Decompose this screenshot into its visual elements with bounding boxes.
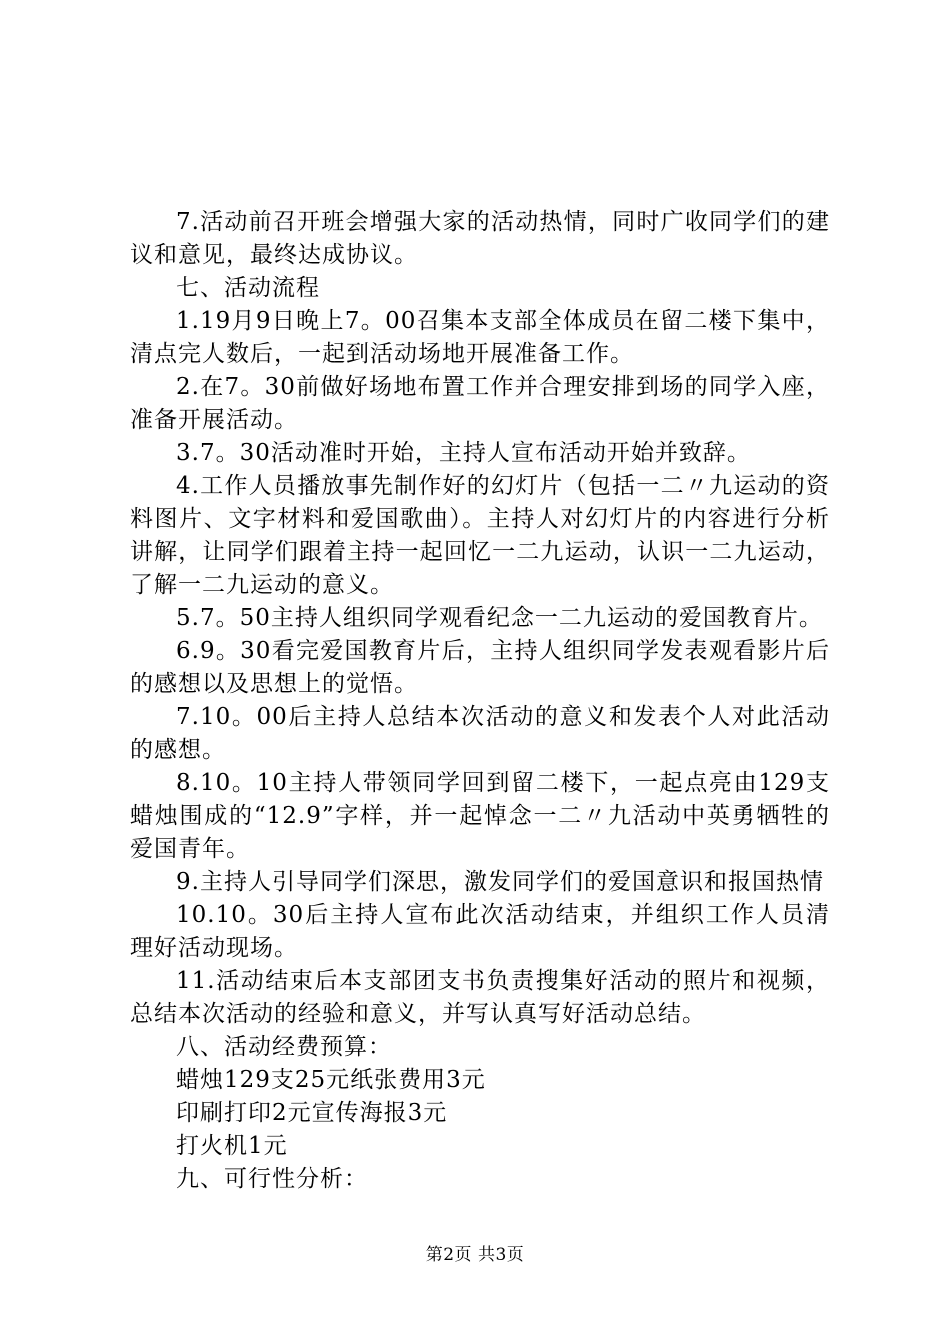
flow-step-10: 10.10。30后主持人宣布此次活动结束，并组织工作人员清理好活动现场。 bbox=[130, 902, 830, 961]
flow-step-8: 8.10。10主持人带领同学回到留二楼下，一起点亮由129支蜡烛围成的“12.9”字样，并一起悼念一二〃九活动中英勇牺牲的爱国青年。 bbox=[130, 770, 830, 862]
budget-line-candles-paper: 蜡烛129支25元纸张费用3元 bbox=[176, 1067, 486, 1093]
flow-step-2: 2.在7。30前做好场地布置工作并合理安排到场的同学入座，准备开展活动。 bbox=[130, 374, 830, 433]
flow-step-6: 6.9。30看完爱国教育片后，主持人组织同学发表观看影片后的感想以及思想上的觉悟。 bbox=[130, 638, 830, 697]
flow-step-1: 1.19月9日晚上7。00召集本支部全体成员在留二楼下集中，清点完人数后，一起到活动场地开展准备工作。 bbox=[130, 308, 830, 367]
document-body bbox=[130, 206, 830, 1196]
flow-step-11: 11.活动结束后本支部团支书负责搜集好活动的照片和视频，总结本次活动的经验和意义，并写认真写好活动总结。 bbox=[130, 968, 830, 1027]
flow-step-9: 9.主持人引导同学们深思，激发同学们的爱国意识和报国热情 bbox=[176, 869, 824, 895]
page-number-label: 第2页 共3页 bbox=[425, 1245, 525, 1265]
section-heading-budget: 八、活动经费预算： bbox=[176, 1034, 392, 1060]
flow-step-3: 3.7。30活动准时开始，主持人宣布活动开始并致辞。 bbox=[176, 440, 751, 466]
budget-line-lighter: 打火机1元 bbox=[176, 1133, 288, 1159]
paragraph-item-7-prep: 7.活动前召开班会增强大家的活动热情，同时广收同学们的建议和意见，最终达成协议。 bbox=[130, 209, 830, 268]
page-footer bbox=[0, 1243, 950, 1267]
flow-step-7: 7.10。00后主持人总结本次活动的意义和发表个人对此活动的感想。 bbox=[130, 704, 830, 763]
section-heading-activity-flow: 七、活动流程 bbox=[176, 275, 320, 301]
flow-step-4: 4.工作人员播放事先制作好的幻灯片（包括一二〃九运动的资料图片、文字材料和爱国歌曲）。主持人对幻灯片的内容进行分析讲解，让同学们跟着主持一起回忆一二九运动，认识一二九运动，了解一二九运动的意义。 bbox=[130, 473, 830, 598]
section-heading-feasibility: 九、可行性分析： bbox=[176, 1166, 368, 1192]
budget-line-printing-poster: 印刷打印2元宣传海报3元 bbox=[176, 1100, 448, 1126]
flow-step-5: 5.7。50主持人组织同学观看纪念一二九运动的爱国教育片。 bbox=[176, 605, 823, 631]
